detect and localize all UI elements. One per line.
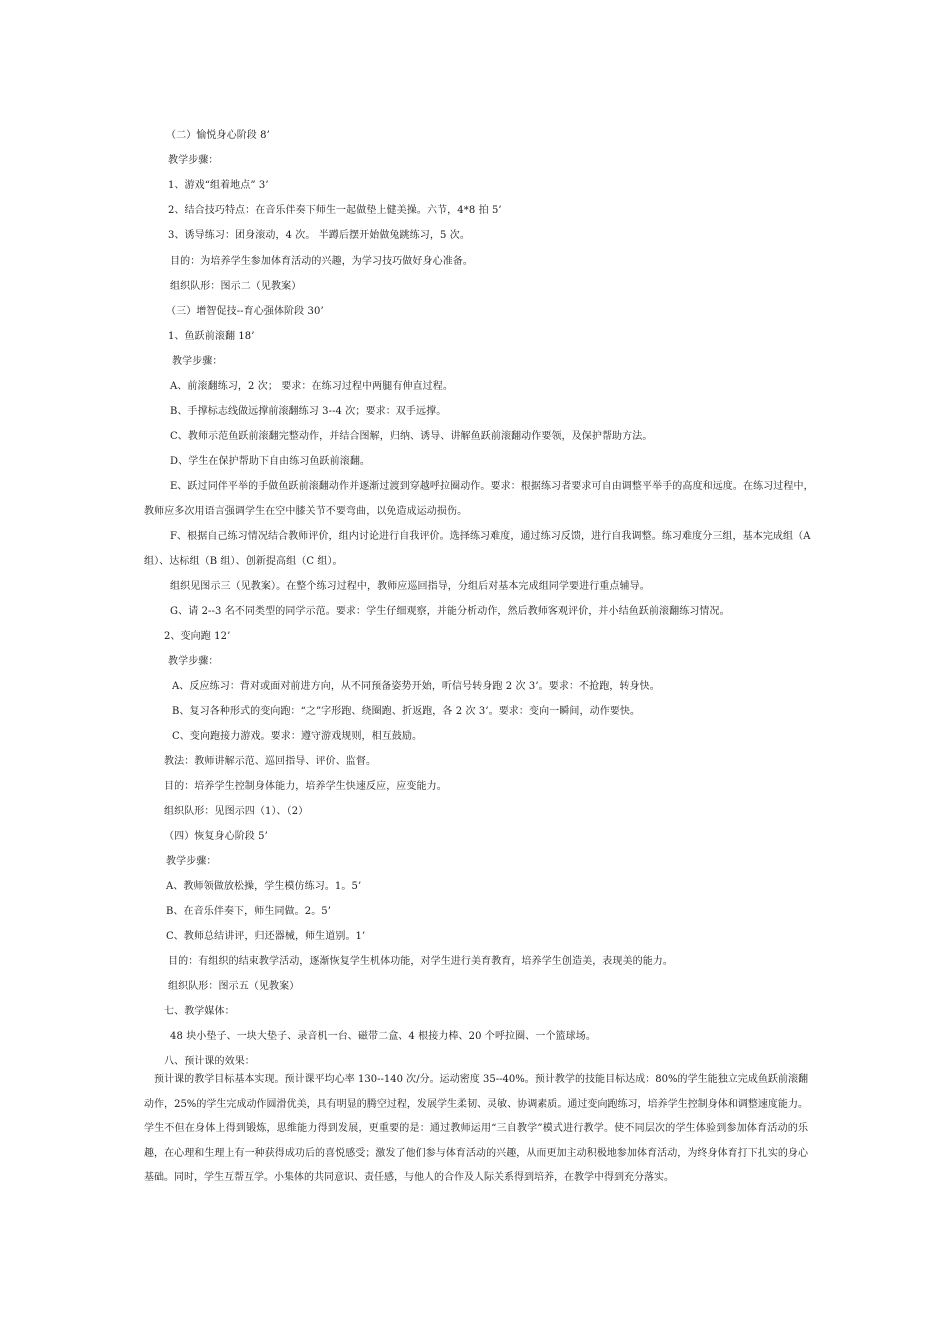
section-heading-2: （二）愉悦身心阶段 8’ — [166, 130, 270, 141]
expected-effect-text: 预计课的教学目标基本实现。预计课平均心率 130--140 次/分。运动密度 35--40%。预计教学的技能目标达成：80%的学生能独立完成鱼跃前滚翻动作，25%的学生完成动作圆滑优美，具有明显的腾空过程，发展学生柔韧、灵敏、协调素质。通过变向跑练习，培养学生控制身体和调整速度能力。学生不但在身体上得到锻炼，思维能力得到发展，更重要的是：通过教师运用“三自教学”模式进行教学。使不同层次的学生体验到参加体育活动的乐趣，在心理和生理上有一种获得成功后的喜悦感受；激发了他们参与体育活动的兴趣，从而更加主动积极地参加体育活动，为终身体育打下扎实的身心基础。同时，学生互帮互学。小集体的共同意识、责任感，与他人的合作及人际关系得到培养，在教学中得到充分落实。 — [144, 1074, 808, 1184]
step-b: B、在音乐伴奏下，师生同做。2。5’ — [166, 906, 332, 917]
step-b: B、复习各种形式的变向跑：“之”字形跑、绕圈跑、折返跑，各 2 次 3’。要求：变向一瞬间，动作要快。 — [172, 706, 641, 717]
step-f: F、根据自己练习情况结合教师评价，组内讨论进行自我评价。选择练习难度，通过练习反馈，进行自我调整。练习难度分三组，基本完成组（A — [170, 531, 811, 542]
step-g: G、请 2--3 名不同类型的同学示范。要求：学生仔细观察，并能分析动作，然后教师客观评价，并小结鱼跃前滚翻练习情况。 — [170, 606, 730, 617]
media-list: 48 块小垫子、一块大垫子、录音机一台、磁带二盒、4 根接力棒、20 个呼拉圈、一个篮球场。 — [170, 1031, 596, 1042]
formation-line: 组织队形：图示二（见教案） — [170, 281, 302, 292]
steps-label: 教学步骤： — [168, 155, 219, 166]
step-3: 3、诱导练习：团身滚动，4 次。 半蹲后摆开始做兔跳练习，5 次。 — [168, 230, 470, 241]
subsection-heading: 1、鱼跃前滚翻 18’ — [168, 331, 255, 342]
method-line: 教法：教师讲解示范、巡回指导、评价、监督。 — [164, 756, 377, 767]
section-heading-8: 八、预计课的效果： — [164, 1056, 255, 1067]
step-e: E、跃过同伴平举的手做鱼跃前滚翻动作并逐渐过渡到穿越呼拉圈动作。要求：根据练习者要求可自由调整平举手的高度和远度。在练习过程中， — [170, 481, 814, 492]
formation-line: 组织队形：图示五（见教案） — [168, 981, 300, 992]
subsection-heading: 2、变向跑 12’ — [164, 631, 231, 642]
steps-label: 教学步骤： — [168, 656, 219, 667]
formation-line: 组织见图示三（见教案）。在整个练习过程中，教师应巡回指导，分组后对基本完成组同学要进行重点辅导。 — [170, 581, 650, 592]
purpose-line: 目的：为培养学生参加体育活动的兴趣，为学习技巧做好身心准备。 — [170, 256, 473, 267]
purpose-line: 目的：培养学生控制身体能力，培养学生快速反应，应变能力。 — [164, 781, 447, 792]
step-1: 1、游戏“组着地点” 3’ — [168, 180, 269, 191]
steps-label: 教学步骤： — [166, 856, 217, 867]
step-c: C、变向跑接力游戏。要求：遵守游戏规则，相互鼓励。 — [172, 731, 423, 742]
section-heading-7: 七、教学媒体： — [164, 1006, 235, 1017]
step-a: A、反应练习：背对或面对前进方向，从不同预备姿势开始，听信号转身跑 2 次 3’。要求：不抢跑，转身快。 — [172, 681, 660, 692]
step-a: A、教师领做放松操，学生模仿练习。1。5’ — [166, 881, 362, 892]
section-heading-4: （四）恢复身心阶段 5’ — [164, 831, 268, 842]
step-a: A、前滚翻练习，2 次； 要求：在练习过程中两腿有伸直过程。 — [170, 381, 453, 392]
expected-effect-paragraph — [144, 1068, 808, 1191]
step-b: B、手撑标志线做远撑前滚翻练习 3--4 次；要求：双手远撑。 — [170, 406, 447, 417]
purpose-line: 目的：有组织的结束教学活动，逐渐恢复学生机体功能，对学生进行美育教育，培养学生创造美，表现美的能力。 — [168, 956, 673, 967]
section-heading-3: （三）增智促技--育心强体阶段 30’ — [166, 306, 324, 317]
step-2: 2、结合技巧特点：在音乐伴奏下师生一起做垫上健美操。六节，4*8 拍 5’ — [168, 205, 502, 216]
step-d: D、学生在保护帮助下自由练习鱼跃前滚翻。 — [170, 456, 371, 467]
step-e-continued: 教师应多次用语言强调学生在空中膝关节不要弯曲，以免造成运动损伤。 — [144, 506, 468, 517]
step-c: C、教师总结讲评，归还器械，师生道别。1’ — [166, 931, 366, 942]
formation-line: 组织队形：见图示四（1）、（2） — [164, 806, 309, 817]
steps-label: 教学步骤： — [172, 356, 223, 367]
step-f-continued: 组）、达标组（B 组）、创新提高组（C 组）。 — [144, 556, 343, 567]
step-c: C、教师示范鱼跃前滚翻完整动作，并结合图解，归纳、诱导、讲解鱼跃前滚翻动作要领，及保护帮助方法。 — [170, 431, 653, 442]
